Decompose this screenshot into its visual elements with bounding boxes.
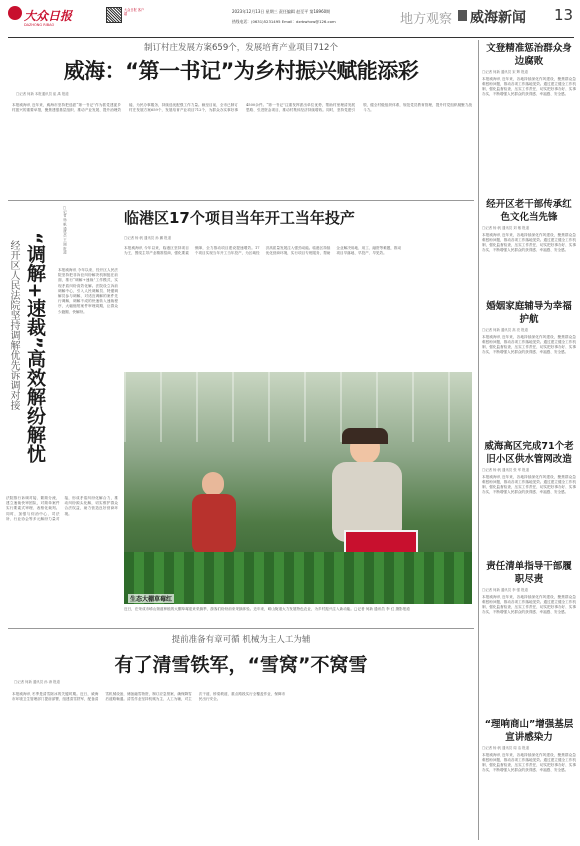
page-number: 13 [554, 6, 574, 24]
edition-note: 大众日报 客户端 [124, 8, 145, 16]
sidebar-headline: “理响商山”增强基层宣讲感染力 [484, 719, 574, 743]
plant-rows [124, 552, 472, 604]
story2-headline: 临港区17个项目当年开工当年投产 [124, 209, 355, 227]
contact-line: 热线电话：(0631)5231495 Email：dzrbwhxw@126.com [232, 19, 336, 24]
sidebar-story-2 [482, 198, 576, 287]
vertical-body-lower: 法院推行诉调对接、繁简分流，建立速裁快审团队，对简单案件实行要素式审理、表格化裁判。同时，加强与综治中心、司法所、行业协会等多元解纷力量对接，形成矛盾纠纷化解合力，推动纠纷源头化解，切实维护群众合法权益，助力营造良好营商环境。 [6, 496, 118, 521]
greenhouse-frame [124, 372, 472, 442]
sidebar-byline: □记者 何新 通讯员 宋 辉 报道 [482, 70, 528, 74]
vertical-body: 本报威海讯 今年以来，经开区人民法院坚持把非诉讼纠纷解决机制挺在前面，推行“调解+速裁”工作模式，实现矛盾纠纷高效化解。法院设立诉前调解中心，引入人民调解员、特邀调解员参与调解，对适宜调解的案件先行调解，调解不成的快速转入速裁程序，大幅缩短案件审理周期，让群众少跑腿、快解纷。 [58, 268, 118, 314]
section-title: 威海新闻 [470, 10, 526, 26]
sidebar-body: 本报威海讯 近年来，各地持续深化作风建设，聚焦群众急难愁盼问题，推动各项工作落地见效。通过建立健全工作机制，强化监督检查，压实工作责任，切实把好事办好、实事办实，不断增强人民群众的获得感、幸福感、安全感。 [482, 752, 576, 773]
lead-byline: □记者 何新 本报通讯员 崔 禹 报道 [16, 92, 69, 96]
sidebar-byline: □记者 杨 帆 通讯员 张 军 报道 [482, 468, 529, 472]
vertical-headline: “调解+速裁”高效解纷解忧 [24, 232, 46, 463]
worker-left [184, 472, 244, 562]
masthead-rule [8, 37, 574, 38]
photo-caption-title: 生态大棚草莓红 [130, 596, 173, 603]
bottom-byline: □记者 何新 通讯员 孙 涛 报道 [14, 680, 60, 684]
bottom-body: 本报威海讯 冬季是清雪除冰的关键时期。近日，威海市环境卫生管理部门提前部署，组建清雪铁军，配备清雪机械设备，储备融雪物资，制订应急预案，确保降雪后道路畅通。清雪作业坚持机械为主、人工为辅，对主次干道、桥梁坡道、重点路段实行全覆盖作业，保障市民出行安全。 [12, 692, 286, 702]
sidebar-byline: □记者 何新 通讯员 李 强 报道 [482, 588, 528, 592]
sidebar-byline: □记者 杨 帆 通讯员 周 洁 报道 [482, 746, 529, 750]
section-mark-icon [458, 10, 467, 21]
qr-code-icon [106, 7, 122, 23]
vertical-subtitle: 经开区人民法院坚持调解优先诉调对接 [8, 240, 19, 410]
sidebar-story-5 [482, 560, 576, 707]
bottom-headline: 有了清雪铁军，“雪窝”不窝雪 [114, 654, 368, 676]
lead-rule [8, 200, 474, 201]
paper-name-en: DAZHONG RIBAO [24, 23, 55, 27]
sidebar-headline: 威海高区完成71个老旧小区供水管网改造 [484, 441, 574, 465]
sidebar-headline: 文登精准惩治群众身边腐败 [486, 43, 572, 67]
sidebar-body: 本报威海讯 近年来，各地持续深化作风建设，聚焦群众急难愁盼问题，推动各项工作落地见效。通过建立健全工作机制，强化监督检查，压实工作责任，切实把好事办好、实事办实，不断增强人民群众的获得感、幸福感、安全感。 [482, 232, 576, 253]
masthead [8, 6, 574, 36]
sidebar-divider [478, 40, 479, 840]
sidebar-byline: □记者 杨 帆 通讯员 刘 敏 报道 [482, 226, 529, 230]
sidebar-story-4 [482, 440, 576, 549]
lead-body: 本报威海讯 近年来，威海市坚持把选派“第一书记”作为抓党建促乡村振兴的重要举措，聚焦建强基层组织、推动产业发展、提升治理效能、为民办事服务，持续选优配强工作力量。截至目前，全市已制订村庄发展方案659个，发展培育产业项目712个，为群众办实事好事4500余件。“第一书记”注重发挥派出单位优势，帮助村里理清发展思路、引进资金项目，推动村集体经济持续增收。同时，坚持党建引领，健全村级组织体系，规范党员教育管理，提升村党组织凝聚力战斗力。 [12, 103, 472, 113]
photo-rule [8, 628, 474, 629]
sidebar-headline: 婚姻家庭辅导为幸福护航 [486, 301, 572, 325]
sidebar-story-1 [482, 42, 576, 187]
story2-byline: □记者 杨 帆 通讯员 孙 鹏 报道 [124, 236, 171, 240]
section-label: 地方观察 [400, 12, 453, 27]
sidebar-body: 本报威海讯 近年来，各地持续深化作风建设，聚焦群众急难愁盼问题，推动各项工作落地见效。通过建立健全工作机制，强化监督检查，压实工作责任，切实把好事办好、实事办实，不断增强人民群众的获得感、幸福感、安全感。 [482, 594, 576, 615]
paper-logo [8, 6, 22, 20]
paper-name: 大众日报 [24, 9, 73, 23]
photo-caption: 近日，在荣成市崂山街道种植的大棚草莓迎来采摘季，游客们纷纷前来采摘体验。近年来，崂山街道大力发展特色农业，为乡村振兴注入新动能。□记者 何新 通讯员 李 红 摄影报道 [124, 607, 410, 611]
lead-kicker: 制订村庄发展方案659个，发展培育产业项目712个 [144, 43, 338, 53]
sidebar-body: 本报威海讯 近年来，各地持续深化作风建设，聚焦群众急难愁盼问题，推动各项工作落地见效。通过建立健全工作机制，强化监督检查，压实工作责任，切实把好事办好、实事办实，不断增强人民群众的获得感、幸福感、安全感。 [482, 474, 576, 495]
date-line: 2023年12月13日 星期三 责任编辑 赵至平 第18960期 [232, 9, 331, 14]
strawberry-greenhouse-photo [124, 372, 472, 604]
sidebar-story-6 [482, 718, 576, 831]
bottom-kicker: 提前准备有章可循 机械为主人工为辅 [171, 635, 311, 645]
sidebar-body: 本报威海讯 近年来，各地持续深化作风建设，聚焦群众急难愁盼问题，推动各项工作落地见效。通过建立健全工作机制，强化监督检查，压实工作责任，切实把好事办好、实事办实，不断增强人民群众的获得感、幸福感、安全感。 [482, 334, 576, 355]
sidebar-headline: 责任清单指导干部履职尽责 [486, 561, 572, 585]
sidebar-body: 本报威海讯 近年来，各地持续深化作风建设，聚焦群众急难愁盼问题，推动各项工作落地见效。通过建立健全工作机制，强化监督检查，压实工作责任，切实把好事办好、实事办实，不断增强人民群众的获得感、幸福感、安全感。 [482, 76, 576, 97]
sidebar-story-3 [482, 300, 576, 433]
lead-headline: 威海：“第一书记”为乡村振兴赋能添彩 [63, 59, 419, 83]
sidebar-byline: □记者 何新 通讯员 高 亮 报道 [482, 328, 528, 332]
vertical-byline: □记者 杨 帆 通讯员 王 刚 报道 [62, 206, 67, 254]
story2-body: 本报威海讯 今年以来，临港区坚持项目为王，围绕主导产业精准招商，强化要素保障，全力推动项目建设提速增效。17个项目实现当年开工当年投产，为区域经济高质量发展注入强劲动能。临港区持续优化营商环境，实行项目专班服务，帮助企业解决用地、用工、融资等难题，推动项目早落地、早投产、早见效。 [124, 246, 402, 256]
sidebar-headline: 经开区老干部传承红色文化当先锋 [486, 199, 572, 223]
